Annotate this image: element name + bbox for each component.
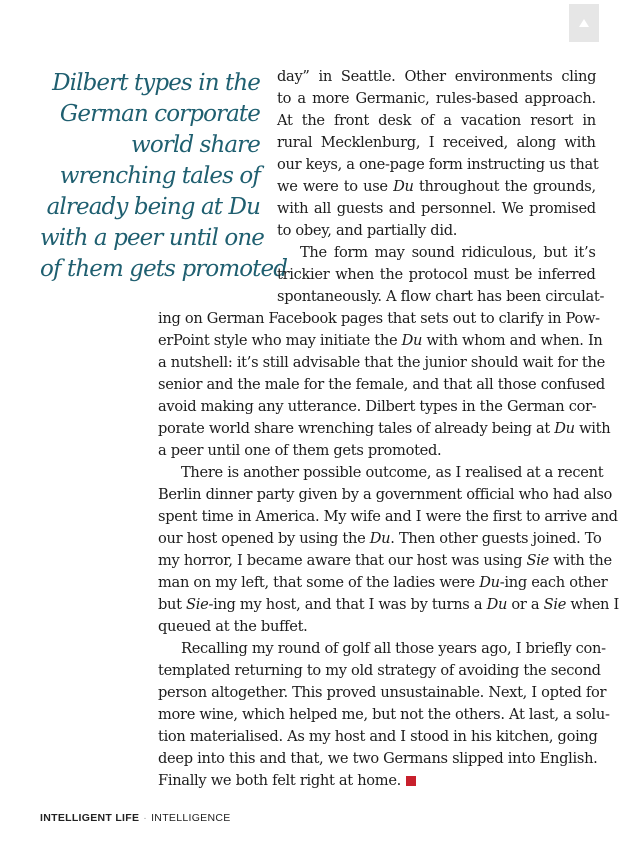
scroll-to-top-button[interactable] bbox=[569, 4, 599, 42]
pull-quote-line: already being at Du bbox=[46, 194, 260, 220]
text-line: Berlin dinner party given by a government official who had also bbox=[158, 486, 613, 503]
text-line: man on my left, that some of the ladies were Du-ing each other bbox=[158, 574, 608, 591]
pull-quote-line: world share bbox=[131, 132, 260, 158]
text-line: day” in Seattle. Other environments cling bbox=[277, 68, 597, 85]
text-line: Recalling my round of golf all those years ago, I briefly con- bbox=[181, 640, 606, 657]
text-line: person altogether. This proved unsustainable. Next, I opted for bbox=[158, 684, 607, 701]
pull-quote-line: wrenching tales of bbox=[59, 163, 260, 189]
text-line: avoid making any utterance. Dilbert types in the German cor- bbox=[158, 398, 597, 415]
text-line: There is another possible outcome, as I realised at a recent bbox=[181, 464, 604, 481]
text-line: but Sie-ing my host, and that I was by turns a Du or a Sie when I bbox=[158, 596, 619, 613]
text-line: spontaneously. A flow chart has been circulat- bbox=[277, 288, 605, 305]
text-line: a peer until one of them gets promoted. bbox=[158, 442, 442, 459]
text-line: spent time in America. My wife and I were the first to arrive and bbox=[158, 508, 618, 525]
text-line: with all guests and personnel. We promised bbox=[277, 200, 596, 217]
pull-quote bbox=[40, 68, 288, 285]
scroll-to-top-icon bbox=[579, 19, 589, 27]
footer-separator: · bbox=[143, 812, 148, 824]
text-line: deep into this and that, we two Germans slipped into English. bbox=[158, 750, 598, 767]
footer-brand: INTELLIGENT LIFE bbox=[40, 812, 140, 824]
text-line: rural Mecklenburg, I received, along with bbox=[277, 134, 596, 151]
pull-quote-line: Dilbert types in the bbox=[52, 70, 260, 96]
text-line: ing on German Facebook pages that sets out to clarify in Pow- bbox=[158, 310, 600, 327]
text-line: to a more Germanic, rules-based approach. bbox=[277, 90, 596, 107]
text-line: to obey, and partially did. bbox=[277, 222, 458, 239]
text-line: my horror, I became aware that our host was using Sie with the bbox=[158, 552, 612, 569]
text-line: templated returning to my old strategy of avoiding the second bbox=[158, 662, 601, 679]
text-line: senior and the male for the female, and that all those confused bbox=[158, 376, 605, 393]
footer-section: INTELLIGENCE bbox=[151, 812, 231, 824]
text-line: a nutshell: it’s still advisable that the junior should wait for the bbox=[158, 354, 605, 371]
text-line: porate world share wrenching tales of already being at Du with bbox=[158, 420, 611, 437]
pull-quote-line: with a peer until one bbox=[40, 225, 264, 251]
pull-quote-line: German corporate bbox=[59, 101, 260, 127]
text-line: our keys, a one-page form instructing us that bbox=[277, 156, 599, 173]
text-line: we were to use Du throughout the grounds, bbox=[277, 178, 596, 195]
article-end-mark-icon bbox=[406, 776, 416, 786]
text-line: erPoint style who may initiate the Du with whom and when. In bbox=[158, 332, 603, 349]
text-line: At the front desk of a vacation resort in bbox=[277, 112, 596, 129]
text-line: The form may sound ridiculous, but it’s bbox=[300, 244, 596, 261]
text-line: queued at the buffet. bbox=[158, 618, 308, 635]
pull-quote-line: of them gets promoted bbox=[40, 256, 288, 282]
page-footer bbox=[40, 812, 231, 824]
text-line: trickier when the protocol must be inferred bbox=[277, 266, 596, 283]
text-line: Finally we both felt right at home. bbox=[158, 770, 416, 792]
text-line: tion materialised. As my host and I stood in his kitchen, going bbox=[158, 728, 598, 745]
text-line: our host opened by using the Du. Then other guests joined. To bbox=[158, 530, 602, 547]
text-line: more wine, which helped me, but not the others. At last, a solu- bbox=[158, 706, 610, 723]
